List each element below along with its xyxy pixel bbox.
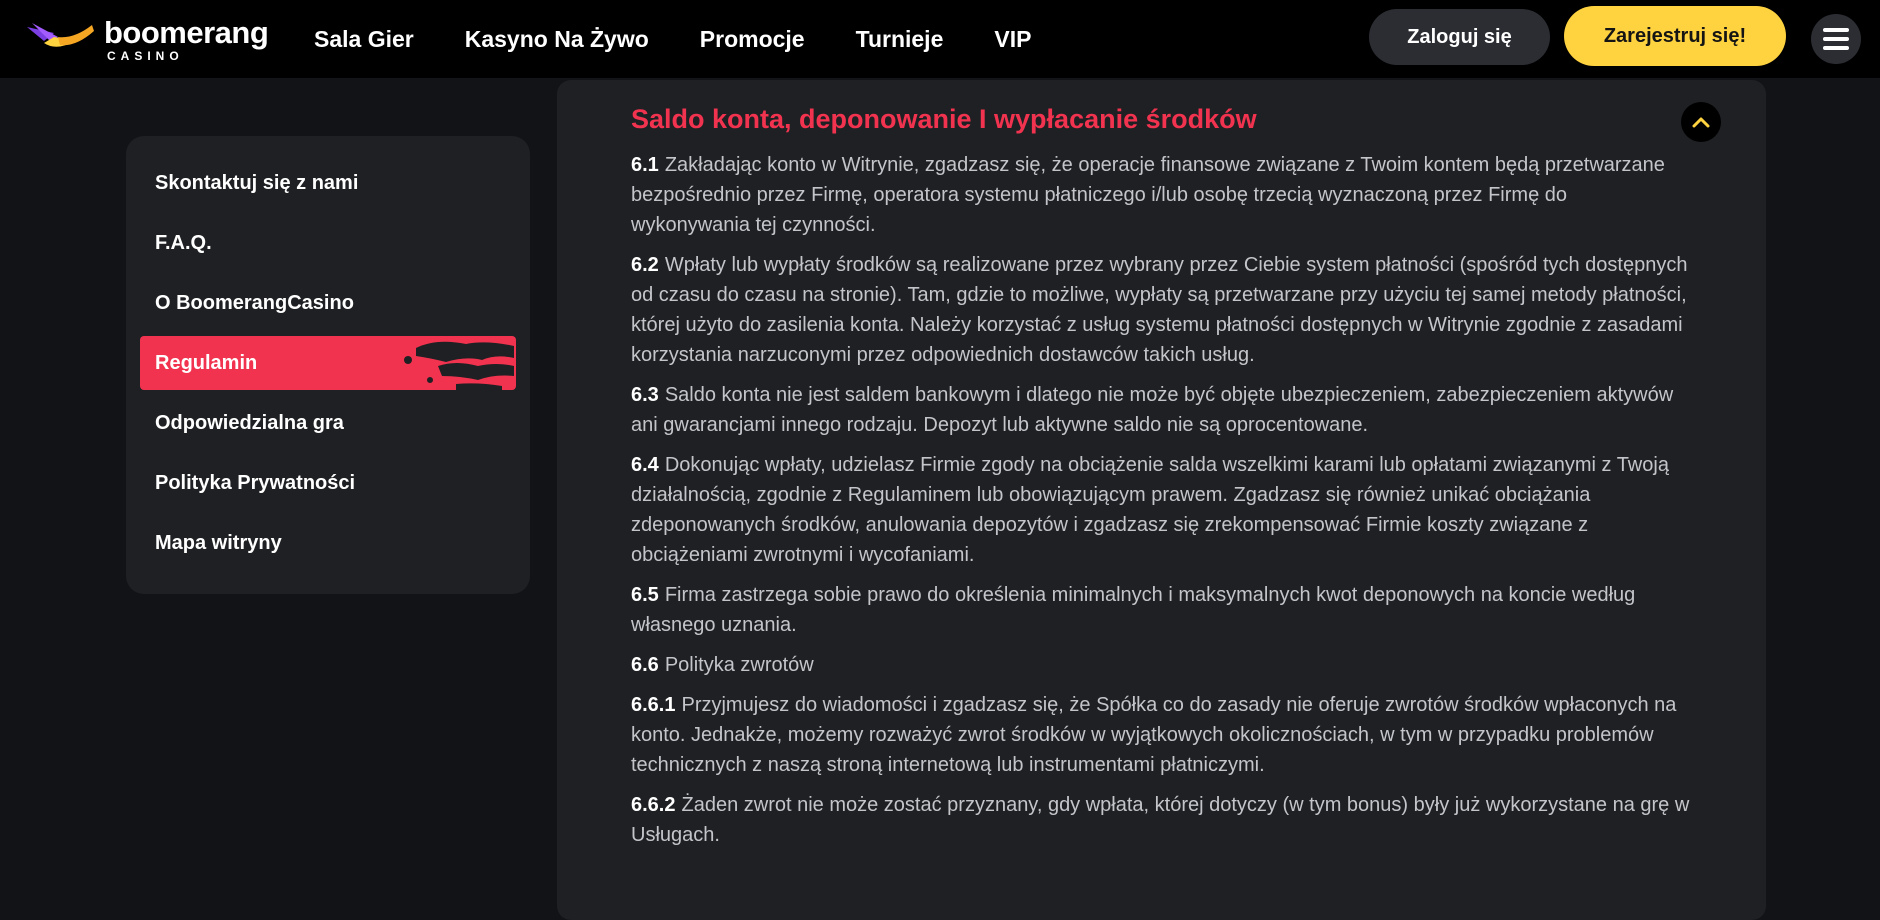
terms-paragraph xyxy=(631,450,1691,570)
sidebar-item-label: Skontaktuj się z nami xyxy=(155,171,359,194)
clause-number: 6.5 xyxy=(631,584,659,606)
clause-number: 6.2 xyxy=(631,254,659,276)
sidebar-item-label: Odpowiedzialna gra xyxy=(155,411,344,434)
sidebar-item-contact[interactable] xyxy=(140,156,516,210)
clause-text: Dokonując wpłaty, udzielasz Firmie zgody na obciążenie salda wszelkimi karami lub opłatami związanymi z Twoją działalnością, zgodnie z Regulaminem lub obowiązującym prawem. Zgadzasz się również unikać obciążania zdeponowanych środków, anulowania depozytów i zgadzasz się zrekompensować Firmie koszty związane z obciążeniami zwrotnymi i wycofaniami. xyxy=(631,454,1669,566)
sidebar-item-privacy[interactable] xyxy=(140,456,516,510)
sidebar-item-label: Mapa witryny xyxy=(155,531,282,554)
section-body xyxy=(631,150,1691,860)
paint-splash-icon xyxy=(386,336,516,390)
logo-wordmark xyxy=(104,14,269,63)
clause-text: Zakładając konto w Witrynie, zgadzasz się, że operacje finansowe związane z Twoim kontem będą przetwarzane bezpośrednio przez Firmę, operatora systemu płatniczego i/lub osobę trzecią wyznaczoną przez Firmę do wykonywania tej czynności. xyxy=(631,154,1665,236)
clause-text: Polityka zwrotów xyxy=(664,654,814,676)
clause-number: 6.4 xyxy=(631,454,659,476)
hamburger-icon-bar xyxy=(1823,37,1849,41)
sidebar-item-label: O BoomerangCasino xyxy=(155,291,354,314)
clause-number: 6.3 xyxy=(631,384,659,406)
hamburger-icon-bar xyxy=(1823,46,1849,50)
nav-sala-gier[interactable]: Sala Gier xyxy=(314,25,414,52)
sidebar-item-responsible-gaming[interactable] xyxy=(140,396,516,450)
terms-section-panel xyxy=(557,80,1766,920)
chevron-up-icon xyxy=(1692,116,1710,128)
clause-text: Firma zastrzega sobie prawo do określenia minimalnych i maksymalnych kwot deponowych na koncie według własnego uznania. xyxy=(631,584,1636,636)
terms-paragraph xyxy=(631,790,1691,850)
terms-paragraph xyxy=(631,650,1691,680)
nav-kasyno-na-zywo[interactable]: Kasyno Na Żywo xyxy=(464,25,649,52)
hamburger-menu-button[interactable] xyxy=(1811,14,1861,64)
nav-turnieje[interactable]: Turnieje xyxy=(855,25,944,52)
clause-number: 6.1 xyxy=(631,154,659,176)
nav-promocje[interactable]: Promocje xyxy=(699,25,805,52)
clause-text: Przyjmujesz do wiadomości i zgadzasz się, że Spółka co do zasady nie oferuje zwrotów środków wpłaconych na konto. Jednakże, możemy rozważyć zwrot środków w wyjątkowych okolicznościach, w tym w przypadku problemów technicznych z naszą stroną internetową lub instrumentami płatniczymi. xyxy=(631,694,1677,776)
clause-number: 6.6.2 xyxy=(631,794,676,816)
clause-text: Wpłaty lub wypłaty środków są realizowane przez wybrany przez Ciebie system płatności (spośród tych dostępnych od czasu do czasu na stronie). Tam, gdzie to możliwe, wypłaty są przetwarzane przy użyciu tej samej metody płatności, której użyto do zasilenia konta. Należy korzystać z usług systemu płatności dostępnych w Witrynie zgodnie z zasadami korzystania narzuconymi przez odpowiednich dostawców takich usług. xyxy=(631,254,1688,366)
terms-paragraph xyxy=(631,380,1691,440)
terms-paragraph xyxy=(631,580,1691,640)
section-title: Saldo konta, deponowanie I wypłacanie środków xyxy=(631,104,1257,134)
clause-text: Saldo konta nie jest saldem bankowym i dlatego nie może być objęte ubezpieczeniem, zabezpieczeniem aktywów ani gwarancjami innego rodzaju. Depozyt lub aktywne saldo nie są oprocentowane. xyxy=(631,384,1674,436)
logo-sub-text: CASINO xyxy=(107,48,184,63)
sidebar-item-terms[interactable] xyxy=(140,336,516,390)
brand-logo[interactable] xyxy=(24,14,274,64)
top-header xyxy=(0,0,1880,78)
terms-paragraph xyxy=(631,250,1691,370)
main-nav xyxy=(314,0,1082,78)
sidebar-item-about[interactable] xyxy=(140,276,516,330)
sidebar-item-label: Regulamin xyxy=(155,351,258,374)
nav-vip[interactable]: VIP xyxy=(994,25,1032,52)
login-button[interactable]: Zaloguj się xyxy=(1369,9,1550,65)
sidebar-item-faq[interactable] xyxy=(140,216,516,270)
sidebar-item-sitemap[interactable] xyxy=(140,516,516,570)
boomerang-logo-icon xyxy=(24,19,98,59)
collapse-section-button[interactable] xyxy=(1681,102,1721,142)
logo-main-text: boomerang xyxy=(104,14,269,50)
sidebar-item-label: Polityka Prywatności xyxy=(155,471,356,494)
clause-number: 6.6.1 xyxy=(631,694,676,716)
clause-number: 6.6 xyxy=(631,654,659,676)
register-button[interactable]: Zarejestruj się! xyxy=(1564,6,1786,66)
help-sidebar xyxy=(126,136,530,594)
terms-paragraph xyxy=(631,150,1691,240)
terms-paragraph xyxy=(631,690,1691,780)
hamburger-icon xyxy=(1823,28,1849,32)
clause-text: Żaden zwrot nie może zostać przyznany, gdy wpłata, której dotyczy (w tym bonus) były już wykorzystane na grę w Usługach. xyxy=(631,794,1690,846)
sidebar-item-label: F.A.Q. xyxy=(155,231,212,254)
